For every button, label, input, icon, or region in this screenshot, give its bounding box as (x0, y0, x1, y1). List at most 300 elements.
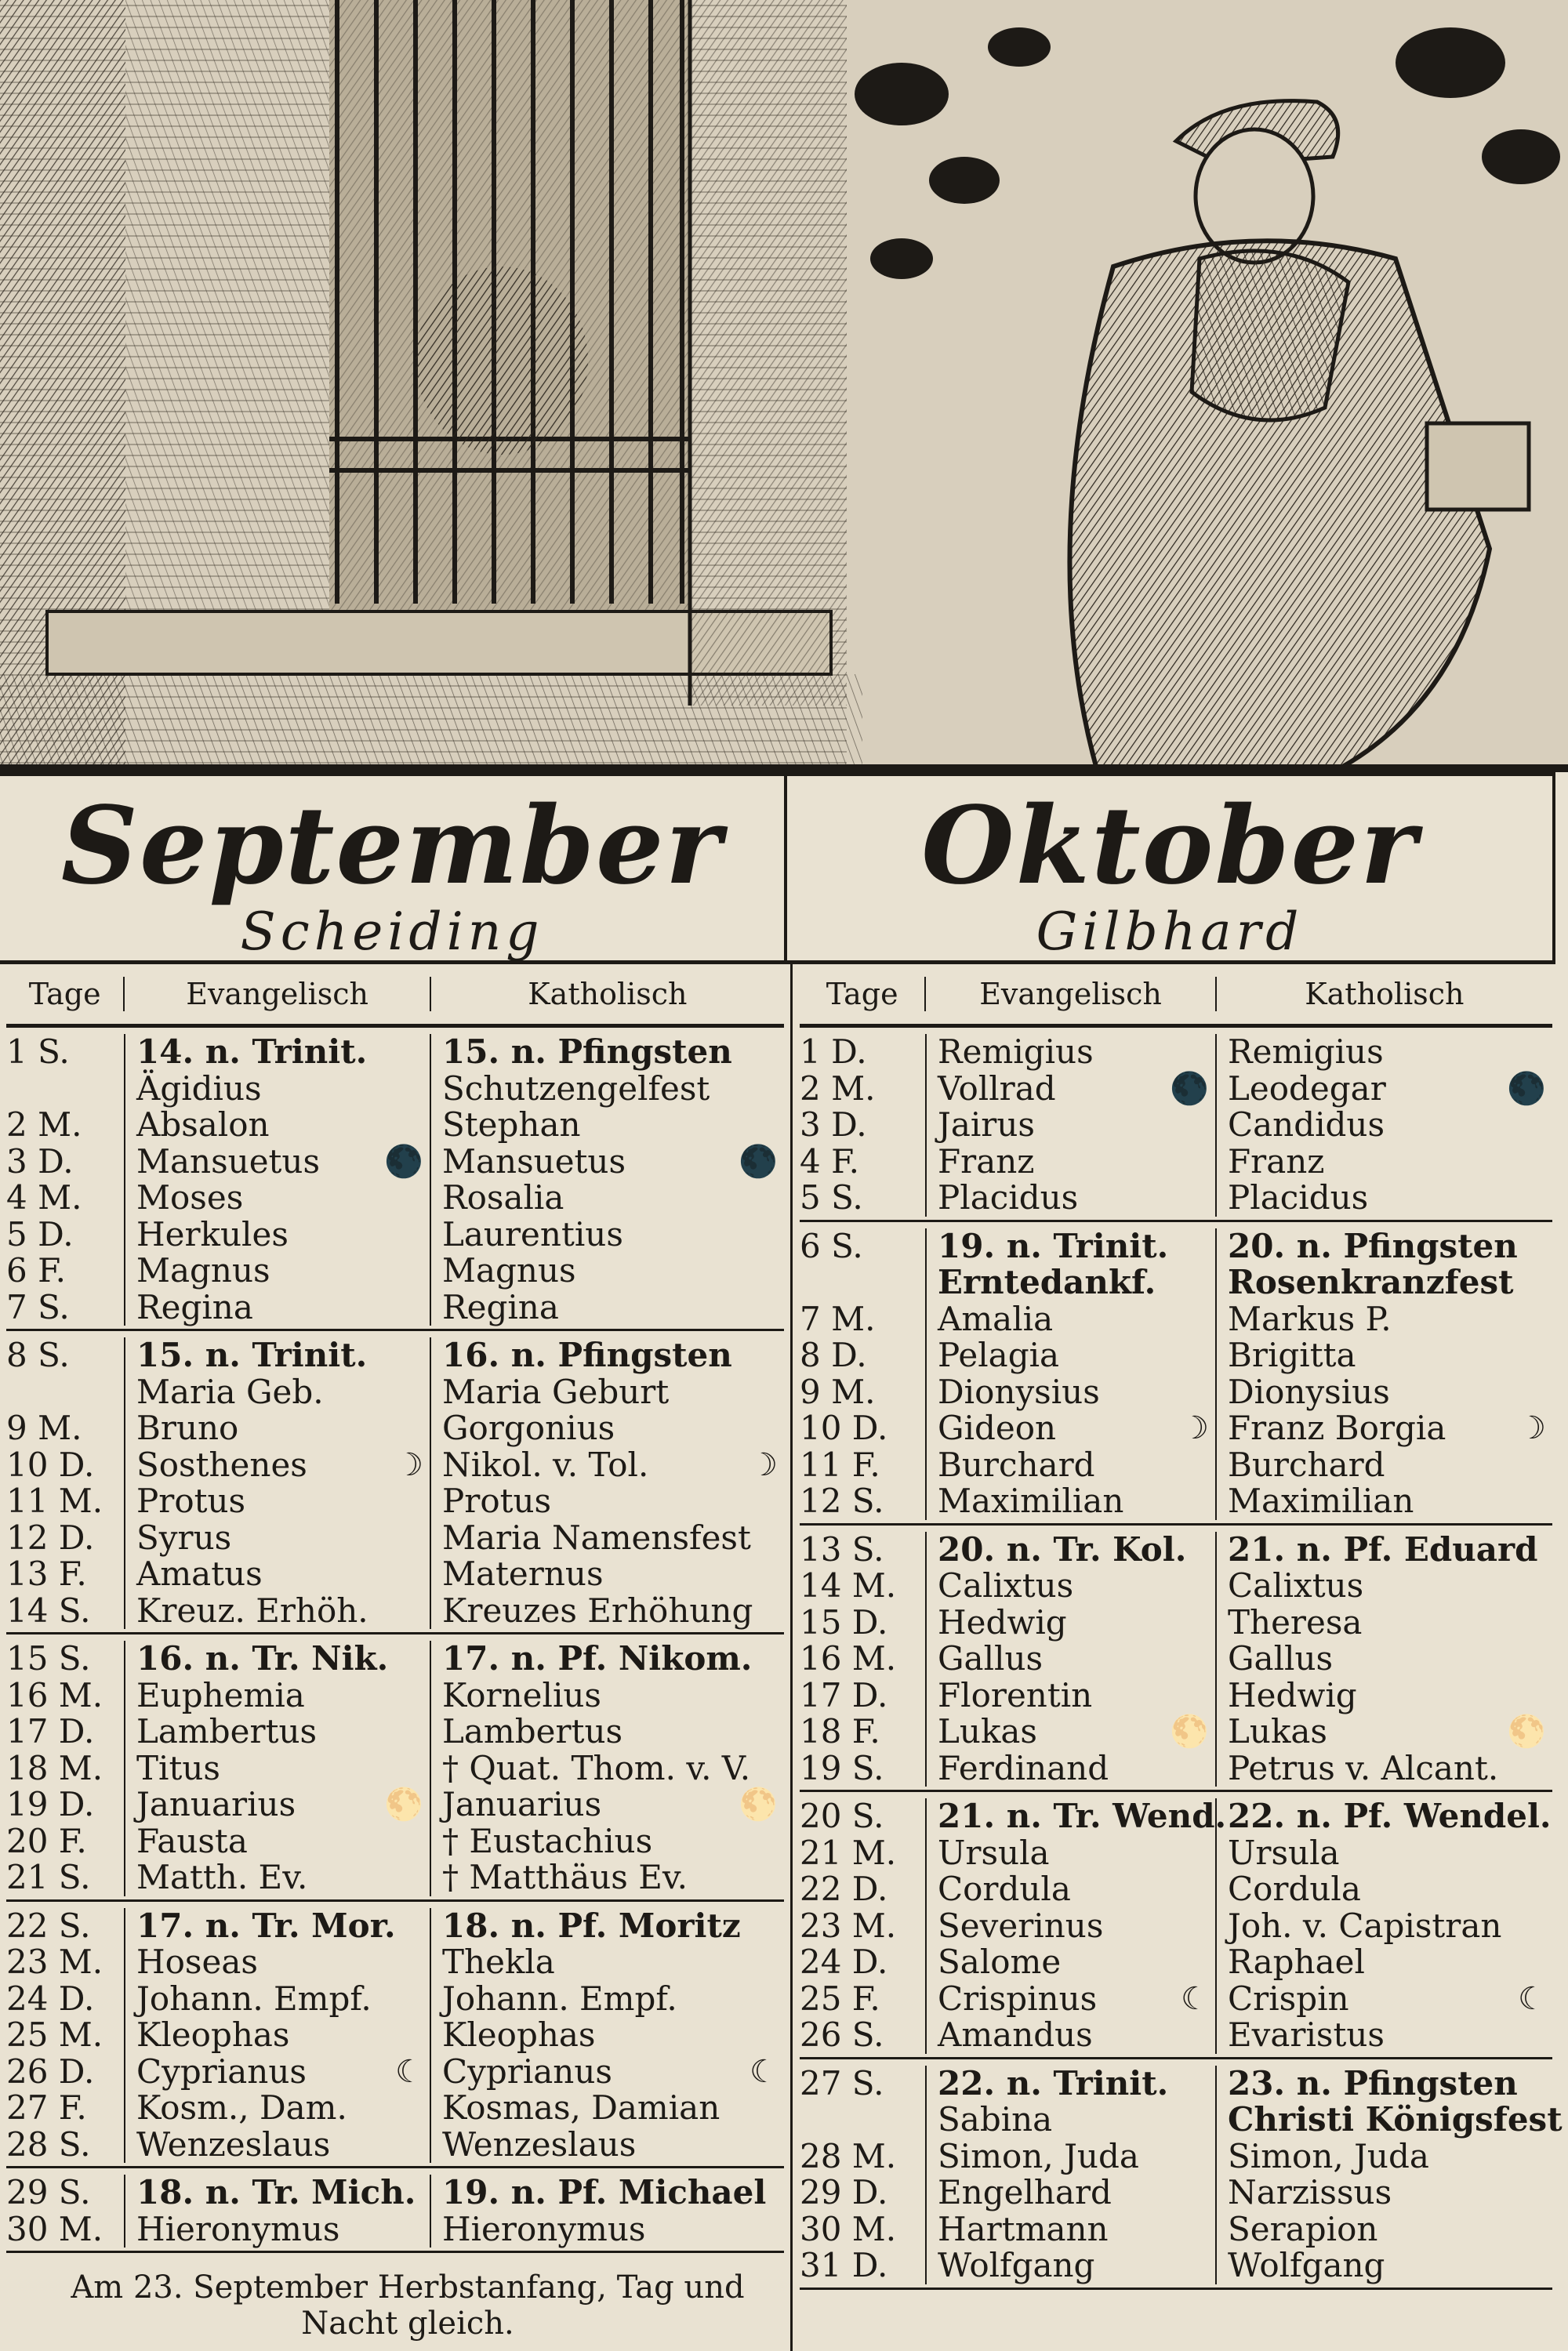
katholisch-column (1215, 1798, 1552, 2054)
moon-phase-icon: 🌑 (1170, 1070, 1209, 1107)
saint-entry (442, 1641, 784, 1678)
day-cell: 2 M. (800, 1068, 876, 1108)
saint-name: Mansuetus (442, 1141, 626, 1181)
saint-entry (442, 1374, 784, 1411)
saint-name: Amalia (938, 1299, 1054, 1338)
spacer-row (800, 2102, 925, 2139)
saint-name: Regina (136, 1287, 253, 1326)
saint-name: Lambertus (136, 1712, 318, 1751)
week-list (6, 1028, 784, 2253)
evangelisch-column (925, 1797, 1227, 2054)
saint-entry (1228, 2248, 1552, 2284)
saint-name: 16. n. Pfingsten (442, 1336, 732, 1374)
saint-name: Gallus (1228, 1639, 1334, 1678)
saint-entry (938, 2136, 1215, 2175)
saint-name: Maximilian (1228, 1482, 1414, 1520)
day-column (6, 1641, 124, 1896)
saint-name: Lukas (1228, 1712, 1327, 1751)
day-cell: 6 F. (6, 1251, 67, 1290)
saint-name: Rosalia (442, 1178, 564, 1217)
week-block (800, 2059, 1563, 2290)
saint-entry (136, 1068, 430, 1108)
saint-entry (938, 1447, 1215, 1484)
day-cell: 27 F. (6, 2088, 87, 2127)
day-column (800, 1798, 925, 2054)
saint-name: Maximilian (938, 1482, 1124, 1520)
saint-entry (136, 1675, 430, 1714)
saint-name: Fausta (136, 1821, 248, 1860)
day-cell: 7 M. (800, 1299, 876, 1338)
day-cell: 25 M. (6, 2015, 103, 2054)
moon-phase-icon: ☽ (1181, 1410, 1209, 1446)
katholisch-column (430, 1641, 784, 1896)
evangelisch-column (925, 1034, 1215, 1217)
evangelisch-column (124, 2175, 430, 2248)
saint-entry (1228, 1447, 1552, 1484)
saint-entry (136, 1107, 430, 1144)
week-list (800, 1028, 1563, 2290)
saint-name: 19. n. Trinit. (938, 1226, 1169, 1265)
saint-entry (938, 1568, 1215, 1605)
saint-entry (442, 1520, 784, 1557)
saint-entry (1228, 2136, 1552, 2175)
saint-name: Hartmann (938, 2209, 1109, 2248)
day-cell: 30 M. (6, 2209, 103, 2248)
month-title: Oktober (921, 783, 1418, 909)
day-cell: 20 F. (6, 1821, 87, 1860)
saint-entry (136, 1944, 430, 1981)
saint-name: Franz (938, 1141, 1035, 1181)
month-alt-name: Scheiding (240, 902, 544, 962)
saint-entry (136, 1823, 430, 1860)
saint-name: Ursula (1228, 1833, 1340, 1872)
saint-name: Crispin (1228, 1979, 1349, 2018)
day-cell: 11 M. (6, 1482, 103, 1520)
saint-name: † Eustachius (442, 1821, 653, 1860)
saint-entry (1228, 1798, 1552, 1835)
saint-entry (136, 1483, 430, 1520)
saint-entry (136, 2017, 430, 2054)
saint-name: Dionysius (1228, 1372, 1390, 1411)
saint-name: † Matthäus Ev. (442, 1858, 688, 1896)
saint-name: Sosthenes (136, 1445, 307, 1484)
saint-name: Remigius (1228, 1032, 1384, 1071)
day-cell: 8 S. (6, 1336, 70, 1374)
column-headers (6, 964, 784, 1028)
day-cell: 25 F. (800, 1979, 880, 2018)
saint-entry (938, 1797, 1227, 1835)
day-cell: 13 F. (6, 1555, 87, 1593)
month-alt-name: Gilbhard (1036, 902, 1304, 962)
saint-entry (938, 1141, 1215, 1181)
saint-entry (442, 1593, 784, 1630)
saint-name: Ursula (938, 1833, 1050, 1872)
moon-phase-icon: ☾ (1518, 1980, 1546, 2017)
day-cell: 6 S. (800, 1226, 863, 1265)
day-cell: 8 D. (800, 1336, 867, 1374)
evangelisch-column (925, 1228, 1215, 1520)
saint-name: Protus (136, 1482, 246, 1520)
header-katholisch: Katholisch (528, 977, 688, 1011)
evangelisch-column (925, 2063, 1215, 2284)
saint-name: 19. n. Pf. Michael (442, 2173, 767, 2211)
day-cell: 4 M. (6, 1178, 82, 1217)
day-cell: 17 D. (800, 1675, 888, 1714)
saint-name: Narzissus (1228, 2173, 1392, 2211)
saint-name: Lukas (938, 1712, 1037, 1751)
saint-entry (442, 1107, 784, 1144)
evangelisch-column (124, 1908, 430, 2164)
week-block (6, 1028, 784, 1331)
saint-entry (136, 1593, 430, 1630)
day-column (6, 2175, 124, 2248)
saint-entry (442, 1180, 784, 1217)
saint-entry (1228, 2211, 1552, 2248)
saint-name: Mansuetus (136, 1141, 321, 1181)
saint-entry (1228, 1602, 1552, 1642)
saint-name: Remigius (938, 1032, 1094, 1071)
saint-entry (442, 2211, 784, 2248)
day-cell: 29 S. (6, 2173, 91, 2211)
saint-entry (1228, 1835, 1552, 1872)
saint-name: Kornelius (442, 1675, 601, 1714)
saint-entry (1228, 1264, 1552, 1301)
saint-name: Gorgonius (442, 1409, 615, 1447)
saint-name: Simon, Juda (938, 2136, 1139, 2175)
header-tage: Tage (6, 977, 125, 1011)
saint-name: Franz (1228, 1141, 1325, 1181)
saint-entry (136, 1556, 430, 1593)
moon-phase-icon: 🌑 (384, 1143, 423, 1180)
saint-name: 20. n. Tr. Kol. (938, 1529, 1187, 1569)
saint-name: Florentin (938, 1675, 1093, 1714)
header-evangelisch: Evangelisch (125, 977, 430, 1011)
header-evangelisch: Evangelisch (926, 977, 1216, 1011)
saint-name: Maria Namensfest (442, 1518, 751, 1557)
saint-entry (1228, 1981, 1552, 2018)
saint-entry (136, 2124, 430, 2164)
day-cell: 5 D. (6, 1214, 74, 1254)
moon-phase-icon: 🌕 (739, 1787, 778, 1823)
engraving-svg (0, 0, 1568, 772)
saint-entry (442, 1337, 784, 1374)
day-cell: 21 M. (800, 1833, 897, 1872)
month-title: September (60, 783, 724, 909)
saint-name: Simon, Juda (1228, 2136, 1429, 2175)
saint-entry (1228, 1228, 1552, 1265)
saint-entry (136, 1180, 430, 1217)
saint-entry (938, 1034, 1215, 1071)
saint-name: Kleophas (442, 2015, 596, 2054)
moon-phase-icon: 🌕 (1170, 1714, 1209, 1750)
saint-entry (442, 2124, 784, 2164)
day-cell: 13 S. (800, 1529, 884, 1569)
evangelisch-column (124, 1641, 430, 1896)
saint-name: Sabina (938, 2100, 1053, 2139)
saint-name: Kosmas, Damian (442, 2088, 720, 2127)
saint-entry (938, 1301, 1215, 1338)
saint-name: Severinus (938, 1906, 1104, 1945)
saint-name: Calixtus (938, 1566, 1074, 1605)
saint-entry (136, 2054, 430, 2091)
saint-name: Pelagia (938, 1336, 1060, 1374)
saint-name: Christi Königsfest (1228, 2100, 1563, 2139)
saint-entry (442, 1253, 784, 1290)
saint-name: Johann. Empf. (442, 1979, 677, 2018)
saint-name: Dionysius (938, 1372, 1100, 1411)
saint-name: Cyprianus (442, 2052, 612, 2091)
saint-entry (136, 1447, 430, 1484)
spacer-row (6, 1071, 124, 1108)
saint-entry (136, 1034, 430, 1071)
day-cell: 31 D. (800, 2246, 888, 2284)
saint-name: Amatus (136, 1555, 263, 1593)
saint-entry (1228, 1675, 1552, 1714)
saint-name: Wolfgang (938, 2246, 1095, 2284)
saint-entry (1228, 1568, 1552, 1605)
saint-name: Hieronymus (136, 2209, 340, 2248)
september-header (0, 772, 787, 964)
saint-name: 23. n. Pfingsten (1228, 2063, 1518, 2102)
saint-entry (938, 1337, 1215, 1374)
saint-name: Wenzeslaus (136, 2124, 331, 2164)
header-tage: Tage (800, 977, 926, 1011)
saint-entry (938, 1835, 1215, 1872)
saint-name: Kreuz. Erhöh. (136, 1591, 368, 1630)
day-cell: 28 M. (800, 2136, 897, 2175)
day-cell: 24 D. (6, 1979, 95, 2018)
saint-name: Serapion (1228, 2209, 1378, 2248)
saint-entry (136, 1374, 430, 1411)
day-cell: 10 D. (800, 1409, 888, 1447)
saint-name: 17. n. Tr. Mor. (136, 1906, 396, 1945)
saint-name: Magnus (442, 1251, 576, 1290)
day-cell: 5 S. (800, 1178, 863, 1217)
saint-entry (1228, 1068, 1552, 1108)
saint-entry (938, 1228, 1215, 1265)
day-cell: 28 S. (6, 2124, 91, 2164)
moon-phase-icon: 🌕 (384, 1787, 423, 1823)
day-cell: 17 D. (6, 1712, 95, 1751)
saint-entry (938, 1908, 1215, 1945)
saint-name: Joh. v. Capistran (1228, 1906, 1502, 1945)
saint-entry (1228, 1944, 1552, 1981)
saint-name: Hoseas (136, 1943, 258, 1981)
day-column (800, 1529, 925, 1787)
day-cell: 19 S. (800, 1748, 884, 1787)
saint-name: † Quat. Thom. v. V. (442, 1748, 751, 1787)
saint-entry (1228, 1871, 1552, 1908)
saint-entry (442, 1068, 784, 1108)
moon-phase-icon: ☾ (1181, 1980, 1209, 2017)
saint-name: 18. n. Tr. Mich. (136, 2173, 416, 2211)
saint-entry (136, 1787, 430, 1823)
day-cell: 26 D. (6, 2052, 95, 2091)
saint-name: Brigitta (1228, 1336, 1356, 1374)
saint-entry (1228, 1714, 1552, 1751)
saint-name: Vollrad (938, 1068, 1056, 1108)
saint-entry (938, 1981, 1215, 2018)
katholisch-column (430, 1337, 784, 1629)
day-cell: 7 S. (6, 1287, 70, 1326)
saint-name: Syrus (136, 1518, 232, 1557)
saint-entry (938, 1374, 1215, 1411)
saint-name: Erntedankf. (938, 1263, 1156, 1301)
saint-entry (938, 1068, 1215, 1108)
saint-entry (938, 1602, 1215, 1642)
header-katholisch: Katholisch (1305, 977, 1465, 1011)
day-column (6, 1034, 124, 1326)
day-cell: 15 D. (800, 1602, 888, 1642)
saint-entry (1228, 2100, 1563, 2139)
saint-entry (442, 1214, 784, 1254)
saint-name: 16. n. Tr. Nik. (136, 1639, 389, 1678)
saint-name: Engelhard (938, 2173, 1112, 2211)
saint-entry (442, 1483, 784, 1520)
saint-name: 22. n. Pf. Wendel. (1228, 1797, 1552, 1835)
day-cell: 30 M. (800, 2209, 897, 2248)
saint-entry (442, 2090, 784, 2127)
oktober-calendar (800, 964, 1563, 2290)
day-cell: 19 D. (6, 1785, 95, 1823)
saint-entry (1228, 2017, 1552, 2054)
moon-phase-icon: ☽ (1518, 1410, 1546, 1446)
katholisch-column (1215, 1034, 1552, 1217)
saint-name: 18. n. Pf. Moritz (442, 1906, 741, 1945)
saint-name: Amandus (938, 2015, 1093, 2054)
day-cell: 1 D. (800, 1032, 867, 1071)
saint-entry (442, 1981, 784, 2018)
day-cell: 12 D. (6, 1518, 95, 1557)
moon-phase-icon: 🌕 (1507, 1714, 1546, 1750)
week-block (800, 1792, 1552, 2059)
saint-entry (136, 1641, 430, 1678)
saint-name: Schutzengelfest (442, 1068, 710, 1108)
saint-entry (442, 1034, 784, 1071)
spacer-row (800, 1264, 925, 1301)
saint-name: Franz Borgia (1228, 1409, 1446, 1447)
day-column (6, 1908, 124, 2164)
saint-name: Theresa (1228, 1602, 1363, 1642)
saint-entry (1228, 1483, 1552, 1520)
saint-name: 15. n. Trinit. (136, 1336, 368, 1374)
saint-name: Protus (442, 1482, 552, 1520)
saint-name: Evaristus (1228, 2015, 1385, 2054)
katholisch-column (430, 2175, 784, 2248)
saint-entry (136, 1748, 430, 1787)
saint-entry (442, 1141, 784, 1181)
saint-name: Januarius (442, 1785, 602, 1823)
day-cell: 3 D. (800, 1105, 867, 1144)
saint-name: Calixtus (1228, 1566, 1364, 1605)
saint-name: Petrus v. Alcant. (1228, 1748, 1499, 1787)
saint-entry (1228, 1641, 1552, 1678)
saint-name: 21. n. Pf. Eduard (1228, 1529, 1538, 1569)
saint-entry (442, 1410, 784, 1447)
saint-entry (442, 2175, 784, 2211)
saint-entry (938, 2175, 1215, 2211)
engraving-illustration (0, 0, 1568, 772)
saint-entry (1228, 2175, 1552, 2211)
moon-phase-icon: ☾ (750, 2053, 778, 2090)
saint-name: 17. n. Pf. Nikom. (442, 1639, 753, 1678)
saint-entry (136, 1908, 430, 1945)
saint-name: 21. n. Tr. Wend. (938, 1797, 1227, 1835)
saint-entry (938, 1410, 1215, 1447)
saint-name: Nikol. v. Tol. (442, 1445, 649, 1484)
saint-entry (938, 2248, 1215, 2284)
day-cell: 1 S. (6, 1032, 70, 1071)
saint-name: Wolfgang (1228, 2246, 1385, 2284)
saint-entry (938, 1641, 1215, 1678)
saint-entry (136, 1981, 430, 2018)
saint-name: Raphael (1228, 1943, 1365, 1981)
day-cell: 22 S. (6, 1906, 91, 1945)
saint-entry (136, 2090, 430, 2127)
saint-entry (938, 2211, 1215, 2248)
saint-name: Wenzeslaus (442, 2124, 637, 2164)
katholisch-column (1215, 2063, 1563, 2284)
day-cell: 10 D. (6, 1445, 95, 1484)
week-block (800, 1526, 1552, 1793)
day-column (800, 2063, 925, 2284)
saint-name: Cordula (1228, 1870, 1361, 1908)
week-block (6, 2168, 784, 2253)
saint-entry (136, 2175, 430, 2211)
day-cell: 11 F. (800, 1445, 880, 1484)
day-cell: 12 S. (800, 1482, 884, 1520)
saint-entry (938, 1529, 1215, 1569)
day-cell: 16 M. (6, 1675, 103, 1714)
saint-entry (938, 1748, 1215, 1787)
saint-entry (938, 2063, 1215, 2102)
oktober-header (787, 772, 1555, 964)
moon-phase-icon: 🌑 (1507, 1070, 1546, 1107)
saint-entry (1228, 1301, 1552, 1338)
saint-name: Rosenkranzfest (1228, 1263, 1514, 1301)
katholisch-column (1215, 1529, 1552, 1787)
saint-entry (136, 1253, 430, 1290)
evangelisch-column (124, 1034, 430, 1326)
saint-name: Salome (938, 1943, 1062, 1981)
saint-name: Ferdinand (938, 1748, 1109, 1787)
day-cell: 18 M. (6, 1748, 103, 1787)
saint-name: Leodegar (1228, 1068, 1386, 1108)
saint-entry (442, 1447, 784, 1484)
saint-name: Januarius (136, 1785, 296, 1823)
saint-entry (1228, 1034, 1552, 1071)
saint-name: Magnus (136, 1251, 270, 1290)
saint-entry (1228, 1410, 1552, 1447)
week-block (800, 1222, 1552, 1526)
saint-name: Regina (442, 1287, 559, 1326)
saint-entry (442, 1944, 784, 1981)
saint-entry (938, 1180, 1215, 1217)
day-cell: 14 M. (800, 1566, 897, 1605)
day-cell: 18 F. (800, 1712, 880, 1751)
saint-entry (938, 1107, 1215, 1144)
saint-entry (1228, 1337, 1552, 1374)
saint-entry (442, 1787, 784, 1823)
day-cell: 3 D. (6, 1141, 74, 1181)
saint-entry (1228, 2063, 1552, 2102)
saint-name: Hieronymus (442, 2209, 646, 2248)
day-cell: 16 M. (800, 1639, 897, 1678)
saint-name: Moses (136, 1178, 244, 1217)
saint-name: Candidus (1228, 1105, 1385, 1144)
saint-entry (938, 1871, 1215, 1908)
saint-name: Gallus (938, 1639, 1044, 1678)
